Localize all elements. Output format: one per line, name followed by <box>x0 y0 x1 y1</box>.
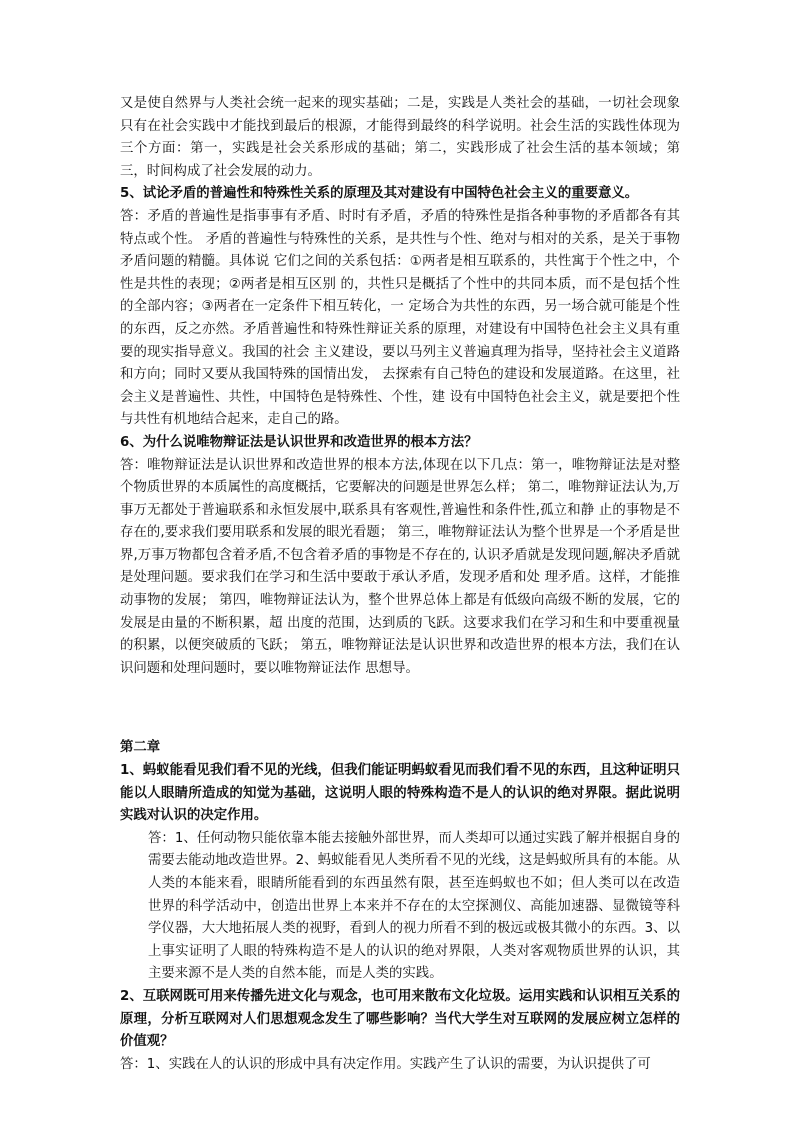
chapter2-answer-2: 答：1、实践在人的认识的形成中具有决定作用。实践产生了认识的需要，为认识提供了可 <box>120 1056 651 1072</box>
question-6: 6、为什么说唯物辩证法是认识世界和改造世界的根本方法？ <box>120 434 478 450</box>
continued-paragraph: 又是使自然界与人类社会统一起来的现实基础；二是，实践是人类社会的基础，一切社会现象只有在社会实践中才能找到最后的根源，才能得到最终的科学说明。社会生活的实践性体现为三个方面：第一，实践是社会关系形成的基础；第二，实践形成了社会生活的基本领域；第三，时间构成了社会发展的动力。 <box>120 96 680 179</box>
chapter2-answer-1: 答：1、任何动物只能依靠本能去接触外部世界，而人类却可以通过实践了解并根据自身的需要去能动地改造世界。2、蚂蚁能看见人类所看不见的光线，这是蚂蚁所具有的本能。从人类的本能来看，眼睛所能看到的东西虽然有限，甚至连蚂蚁也不如；但人类可以在改造世界的科学活动中，创造出世界上本来并不存在的太空探测仪、高能加速器、显微镜等科学仪器，大大地拓展人类的视野，看到人的视力所看不到的极远或极其微小的东西。3、以上事实证明了人眼的特殊构造不是人的认识的绝对界限，人类对客观物质世界的认识，其主要来源不是人类的自然本能，而是人类的实践。 <box>148 830 680 982</box>
chapter-heading: 第二章 <box>120 740 161 756</box>
question-5: 5、试论矛盾的普遍性和特殊性关系的原理及其对建设有中国特色社会主义的重要意义。 <box>120 186 639 202</box>
answer-5: 答：矛盾的普遍性是指事事有矛盾、时时有矛盾，矛盾的特殊性是指各种事物的矛盾都各有其特点或个性。 矛盾的普遍性与特殊性的关系，是共性与个性、绝对与相对的关系，是关于事物矛盾问题的精髓。具体说 它们之间的关系包括：①两者是相互联系的，共性寓于个性之中，个性是共性的表现；②两者是相互区别 的，共性只是概括了个性中的共同本质，而不是包括个性的全部内容；③两者在一定条件下相互转化，一 定场合为共性的东西，另一场合就可能是个性的东西，反之亦然。矛盾普遍性和特殊性辩证关系的原理，对建设有中国特色社会主义具有重要的现实指导意义。我国的社会 主义建设，要以马列主义普遍真理为指导，坚持社会主义道路和方向；同时又要从我国特殊的国情出发， 去探索有自己特色的建设和发展道路。在这里，社会主义是普遍性、共性，中国特色是特殊性、个性，建 设有中国特色社会主义，就是要把个性与共性有机地结合起来，走自己的路。 <box>120 208 680 428</box>
chapter2-question-1: 1、蚂蚁能看见我们看不见的光线，但我们能证明蚂蚁看见而我们看不见的东西，且这种证明只能以人眼睛所造成的知觉为基础，这说明人眼的特殊构造不是人的认识的绝对界限。据此说明实践对认识的决定作用。 <box>120 763 680 824</box>
document-page <box>120 93 680 1076</box>
answer-6: 答：唯物辩证法是认识世界和改造世界的根本方法,体现在以下几点：第一，唯物辩证法是对整个物质世界的本质属性的高度概括，它要解决的问题是世界怎么样； 第二，唯物辩证法认为,万事万无都处于普遍联系和永恒发展中,联系具有客观性,普遍性和条件性,孤立和静 止的事物是不存在的,要求我们要用联系和发展的眼光看题； 第三，唯物辩证法认为整个世界是一个矛盾是世界,万事万物都包含着矛盾,不包含着矛盾的事物是不存在的, 认识矛盾就是发现问题,解决矛盾就是处理问题。要求我们在学习和生活中要敢于承认矛盾，发现矛盾和处 理矛盾。这样，才能推动事物的发展； 第四，唯物辩证法认为，整个世界总体上都是有低级向高级不断的发展，它的发展是由量的不断积累，超 出度的范围，达到质的飞跃。这要求我们在学习和生和中要重视量的积累，以便突破质的飞跃； 第五，唯物辩证法是认识世界和改造世界的根本方法，我们在认识问题和处理问题时，要以唯物辩证法作 思想导。 <box>120 457 680 676</box>
section-spacer <box>120 680 680 737</box>
chapter2-question-2: 2、互联网既可用来传播先进文化与观念，也可用来散布文化垃圾。运用实践和认识相互关系的原理，分析互联网对人们思想观念发生了哪些影响？当代大学生对互联网的发展应树立怎样的价值观？ <box>120 988 680 1050</box>
